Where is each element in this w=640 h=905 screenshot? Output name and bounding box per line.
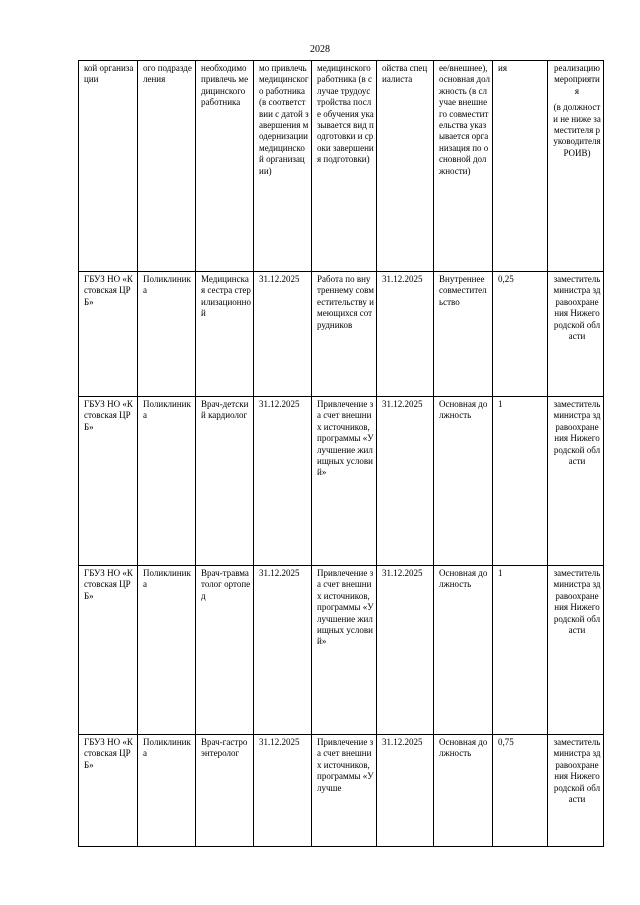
header-cell: реализацию мероприятия (в должности не ниже заместителя руководителя РОИВ) [548, 61, 604, 272]
method-cell: Привлечение за счет внешних источников, программы «Улучше [312, 735, 377, 847]
job-type-cell: Основная должность [434, 397, 493, 566]
responsible-cell: заместитель министра здравоохранения Нижегородской области [548, 397, 604, 566]
rate-cell: 1 [493, 566, 548, 735]
date-cell: 31.12.2025 [254, 397, 312, 566]
header-cell: ия [493, 61, 548, 272]
header-cell: ойства специалиста [377, 61, 434, 272]
header-cell: медицинского работника (в случае трудоустройства после обучения указывается вид подготовки и сроки завершения подготовки) [312, 61, 377, 272]
rate-cell: 0,75 [493, 735, 548, 847]
job-type-cell: Внутреннее совместительство [434, 272, 493, 397]
header-cell: мо привлечь медицинского работника (в соответствии с датой завершения модернизации медицинской организации) [254, 61, 312, 272]
unit-cell: Поликлиника [138, 735, 196, 847]
employment-date-cell: 31.12.2025 [377, 735, 434, 847]
table-header-row [79, 61, 604, 272]
responsible-cell: заместитель министра здравоохранения Нижегородской области [548, 272, 604, 397]
org-cell: ГБУЗ НО «Кстовская ЦРБ» [79, 397, 138, 566]
table-row [79, 566, 604, 735]
position-cell: Медицинская сестра стерилизационной [196, 272, 254, 397]
header-cell: необходимо привлечь медицинского работника [196, 61, 254, 272]
responsible-cell: заместитель министра здравоохранения Нижегородской области [548, 566, 604, 735]
header-cell: кой организации [79, 61, 138, 272]
unit-cell: Поликлиника [138, 566, 196, 735]
date-cell: 31.12.2025 [254, 272, 312, 397]
org-cell: ГБУЗ НО «Кстовская ЦРБ» [79, 566, 138, 735]
table-row [79, 397, 604, 566]
org-cell: ГБУЗ НО «Кстовская ЦРБ» [79, 272, 138, 397]
org-cell: ГБУЗ НО «Кстовская ЦРБ» [79, 735, 138, 847]
method-cell: Работа по внутреннему совместительству имеющихся сотрудников [312, 272, 377, 397]
responsible-cell: заместитель министра здравоохранения Нижегородской области [548, 735, 604, 847]
rate-cell: 1 [493, 397, 548, 566]
method-cell: Привлечение за счет внешних источников, программы «Улучшение жилищных условий» [312, 566, 377, 735]
page-number: 2028 [310, 44, 330, 55]
job-type-cell: Основная должность [434, 735, 493, 847]
method-cell: Привлечение за счет внешних источников, программы «Улучшение жилищных условий» [312, 397, 377, 566]
position-cell: Врач-детский кардиолог [196, 397, 254, 566]
staffing-plan-table [78, 60, 604, 847]
header-cell: ее/внешнее), основная должность (в случае внешнего совместительства указывается организация по основной должности) [434, 61, 493, 272]
employment-date-cell: 31.12.2025 [377, 272, 434, 397]
table-row [79, 272, 604, 397]
employment-date-cell: 31.12.2025 [377, 397, 434, 566]
header-cell: ого подразделения [138, 61, 196, 272]
table-row [79, 735, 604, 847]
unit-cell: Поликлиника [138, 397, 196, 566]
rate-cell: 0,25 [493, 272, 548, 397]
position-cell: Врач-гастроэнтеролог [196, 735, 254, 847]
employment-date-cell: 31.12.2025 [377, 566, 434, 735]
unit-cell: Поликлиника [138, 272, 196, 397]
job-type-cell: Основная должность [434, 566, 493, 735]
date-cell: 31.12.2025 [254, 735, 312, 847]
date-cell: 31.12.2025 [254, 566, 312, 735]
position-cell: Врач-травматолог ортопед [196, 566, 254, 735]
